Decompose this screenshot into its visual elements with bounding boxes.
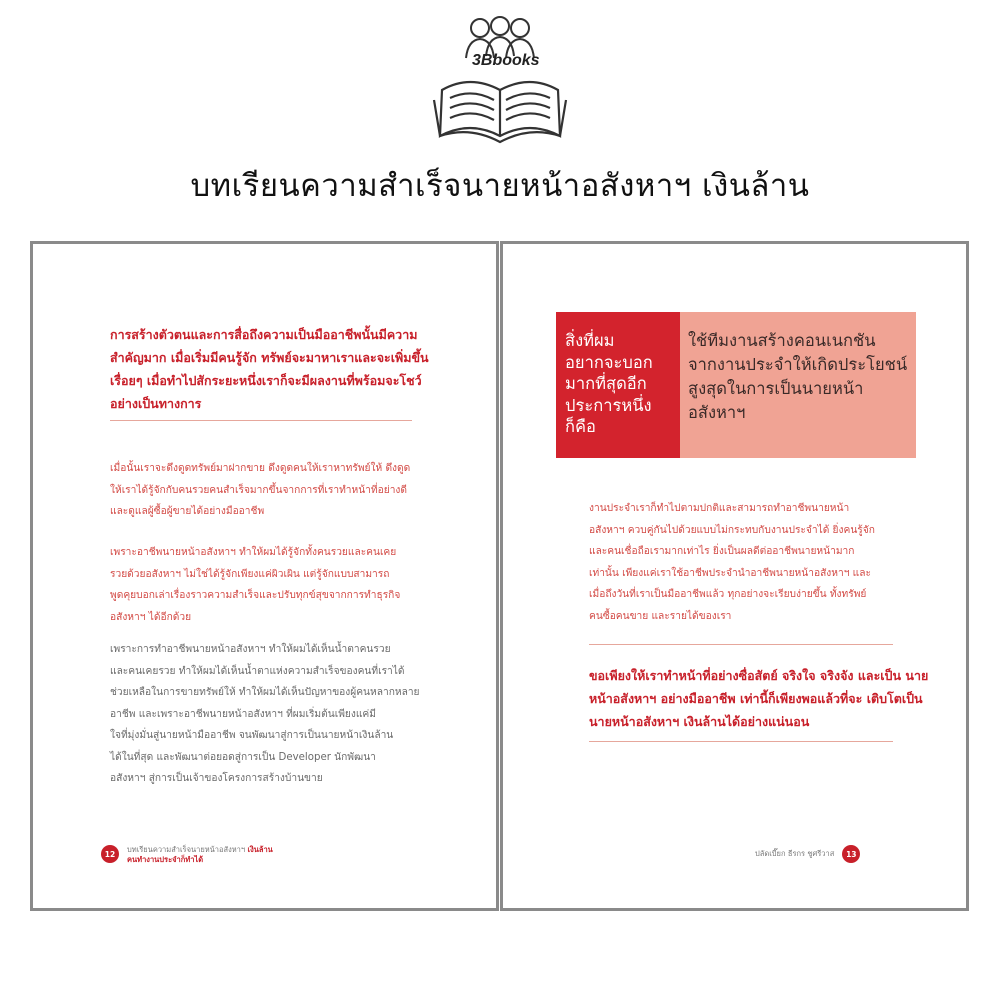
quote-line: ขอเพียงให้เราทำหน้าที่อย่างซื่อสัตย์ จริงใจ จริงจัง และเป็น [589,668,902,683]
running-header [127,845,273,865]
para-line: อสังหาฯ ควบคู่กันไปด้วยแบบไม่กระทบกับงานประจำได้ ยิ่งคนรู้จัก [589,524,875,536]
para-line: ใจที่มุ่งมั่นสู่นายหน้ามืออาชีพ จนพัฒนาสู่การเป็นนายหน้าเงินล้าน [110,730,394,741]
para-line: งานประจำเราก็ทำไปตามปกติและสามารถทำอาชีพนายหน้า [589,503,850,514]
callout-line: จากงานประจำให้เกิดประโยชน์ [688,355,908,374]
callout-line: ใช้ทีมงานสร้างคอนเนกชัน [688,331,876,350]
para-line: อาชีพ และเพราะอาชีพนายหน้าอสังหาฯ ที่ผมเริ่มต้นเพียงแค่มี [110,708,376,720]
para-line: ให้เราได้รู้จักกับคนรวยคนสำเร็จมากขึ้นจากการที่เราทำหน้าที่อย่างดี [110,484,408,496]
brand-logo [420,8,580,158]
para-line: รวยด้วยอสังหาฯ ไม่ใช่ได้รู้จักเพียงแค่ผิวเผิน แต่รู้จักแบบสามารถ [110,568,390,580]
para-line: เท่านั้น เพียงแค่เราใช้อาชีพประจำนำอาชีพนายหน้าอสังหาฯ และ [589,567,871,579]
right-paragraph [589,498,875,627]
left-page-footer [101,845,273,865]
quote-line: อย่างเป็นทางการ [110,396,202,411]
callout-line: มากที่สุดอีก [565,374,647,393]
footer-author: ปลัดเบี๊ยก ธีรกร ชูศรีวาส [755,849,835,858]
para-line: อสังหาฯ สู่การเป็นเจ้าของโครงการสร้างบ้านขาย [110,773,323,784]
para-line: ได้ในที่สุด และพัฒนาต่อยอดสู่การเป็น Developer นักพัฒนา [110,751,376,763]
footer-subtitle: คนทำงานประจำก็ทำได้ [127,855,204,864]
quote-line: การสร้างตัวตนและการสื่อถึงความเป็นมืออาชีพนั้นมีความ [110,327,418,342]
para-line: และคนเชื่อถือเรามากเท่าไร ยิ่งเป็นผลดีต่ออาชีพนายหน้ามาก [589,546,855,557]
right-pull-quote [589,664,929,733]
left-paragraph-3 [110,639,420,790]
divider [589,644,893,645]
page-title: บทเรียนความสำเร็จนายหน้าอสังหาฯ เงินล้าน [190,168,810,204]
right-page-footer [755,845,860,863]
para-line: เมื่อถึงวันที่เราเป็นมืออาชีพแล้ว ทุกอย่างจะเรียบง่ายขึ้น ทั้งทรัพย์ [589,589,867,600]
callout-line: สิ่งที่ผม [565,331,615,350]
para-line: อสังหาฯ ได้อีกด้วย [110,611,192,623]
para-line: ช่วยเหลือในการขายทรัพย์ให้ ทำให้ผมได้เห็นปัญหาของผู้คนหลากหลาย [110,687,420,698]
quote-line: เติบโตเป็นนายหน้าอสังหาฯ เงินล้านได้อย่างแน่นอน [589,691,923,729]
para-line: คนซื้อคนขาย และรายได้ของเรา [589,610,732,622]
callout-line: ก็คือ [565,417,596,436]
left-book-page [30,241,499,911]
callout-box [556,312,916,458]
quote-line: เรื่อยๆ เมื่อทำไปสักระยะหนึ่งเราก็จะมีผลงานที่พร้อมจะโชว์ [110,373,422,388]
page-number-badge: 12 [101,845,119,863]
para-line: และคนเคยรวย ทำให้ผมได้เห็นน้ำตาแห่งความสำเร็จของคนที่เราได้ [110,665,405,677]
open-book-logo-icon [420,8,580,158]
quote-line: นายหน้าอสังหาฯ อย่างมืออาชีพ เท่านี้ก็เพียงพอแล้วที่จะ [589,668,929,706]
left-pull-quote [110,323,450,415]
quote-line: สำคัญมาก เมื่อเริ่มมีคนรู้จัก ทรัพย์จะมาหาเราและจะเพิ่มขึ้น [110,350,429,365]
left-paragraph-2 [110,542,400,628]
callout-red-panel [556,312,680,458]
left-paragraph-1 [110,458,410,523]
divider [110,420,412,421]
footer-book-title: บทเรียนความสำเร็จนายหน้าอสังหาฯ [127,845,246,854]
footer-book-title-bold: เงินล้าน [247,845,273,854]
callout-line: สูงสุดในการเป็นนายหน้า [688,379,864,398]
para-line: พูดคุยบอกเล่าเรื่องราวความสำเร็จและปรับทุกข์สุขจากการทำธุรกิจ [110,590,401,601]
para-line: และดูแลผู้ซื้อผู้ขายได้อย่างมืออาชีพ [110,506,265,517]
callout-line: ประการหนึ่ง [565,395,652,415]
callout-salmon-panel [680,312,916,458]
page-number-badge: 13 [842,845,860,863]
para-line: เพราะการทำอาชีพนายหน้าอสังหาฯ ทำให้ผมได้เห็นน้ำตาคนรวย [110,644,391,655]
para-line: เพราะอาชีพนายหน้าอสังหาฯ ทำให้ผมได้รู้จักทั้งคนรวยและคนเคย [110,547,397,558]
para-line: เมื่อนั้นเราจะดึงดูดทรัพย์มาฝากขาย ดึงดูดคนให้เราหาทรัพย์ให้ ดึงดูด [110,463,411,474]
logo-text: 3Bbooks [472,52,540,69]
divider [589,741,893,742]
right-book-page [500,241,969,911]
callout-line: อสังหาฯ [688,403,746,422]
callout-line: อยากจะบอก [565,352,653,372]
